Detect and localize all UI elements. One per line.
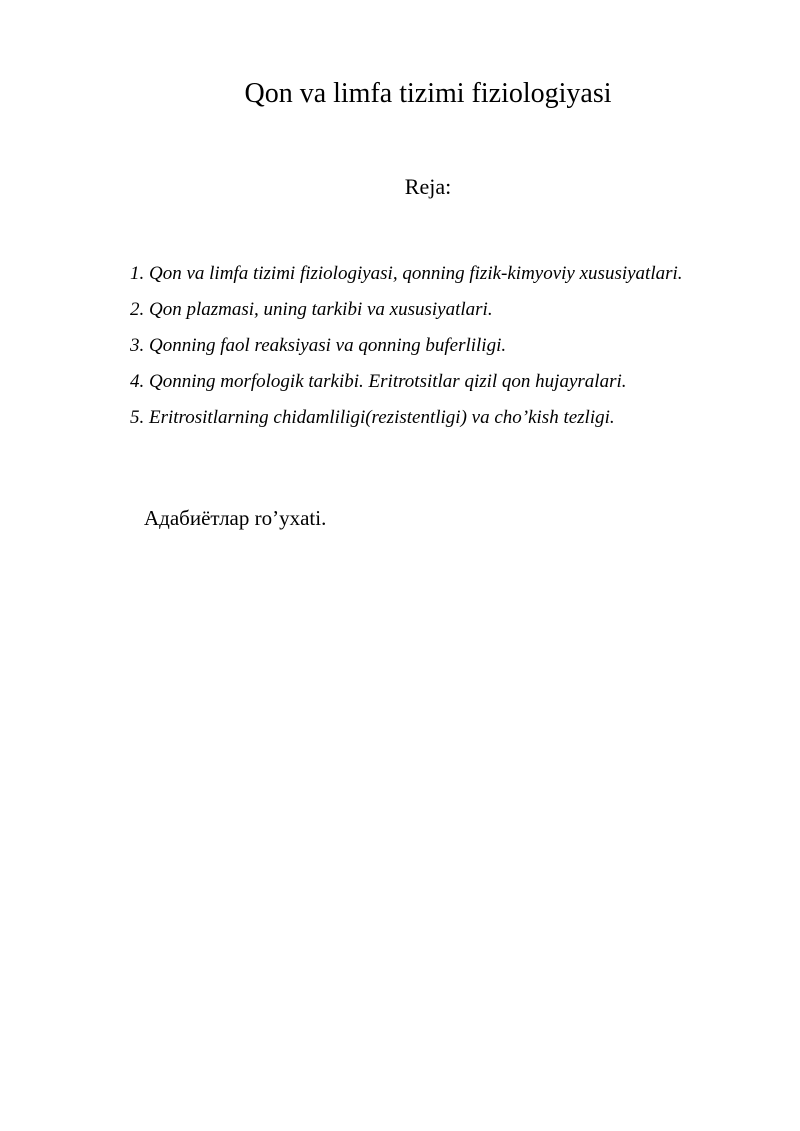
plan-item-number: 3. [130,335,145,356]
plan-item-number: 5. [130,407,145,428]
plan-item-text: Qon va limfa tizimi fiziologiyasi, qonning fizik-kimyoviy xususiyatlari. [149,263,683,284]
plan-item-number: 2. [130,299,145,320]
plan-item-number: 1. [130,263,145,284]
plan-item-text: Eritrositlarning chidamliligi(rezistentligi) va cho’kish tezligi. [149,407,615,428]
document-title: Qon va limfa tizimi fiziologiyasi [244,78,612,109]
plan-item-text: Qonning morfologik tarkibi. Eritrotsitlar qizil qon hujayralari. [149,371,627,392]
plan-item [114,364,714,400]
plan-item [114,292,714,328]
references-heading: Адабиётлар rо’уxati. [144,506,327,530]
plan-item-text: Qon plazmasi, uning tarkibi va xususiyatlari. [149,299,493,320]
plan-heading: Reja: [404,174,452,199]
plan-item-number: 4. [130,371,145,392]
plan-item [114,328,714,364]
plan-item [114,256,714,292]
plan-list [114,256,714,436]
plan-item-text: Qonning faol reaksiyasi va qonning buferliligi. [149,335,507,356]
plan-item [114,400,714,436]
